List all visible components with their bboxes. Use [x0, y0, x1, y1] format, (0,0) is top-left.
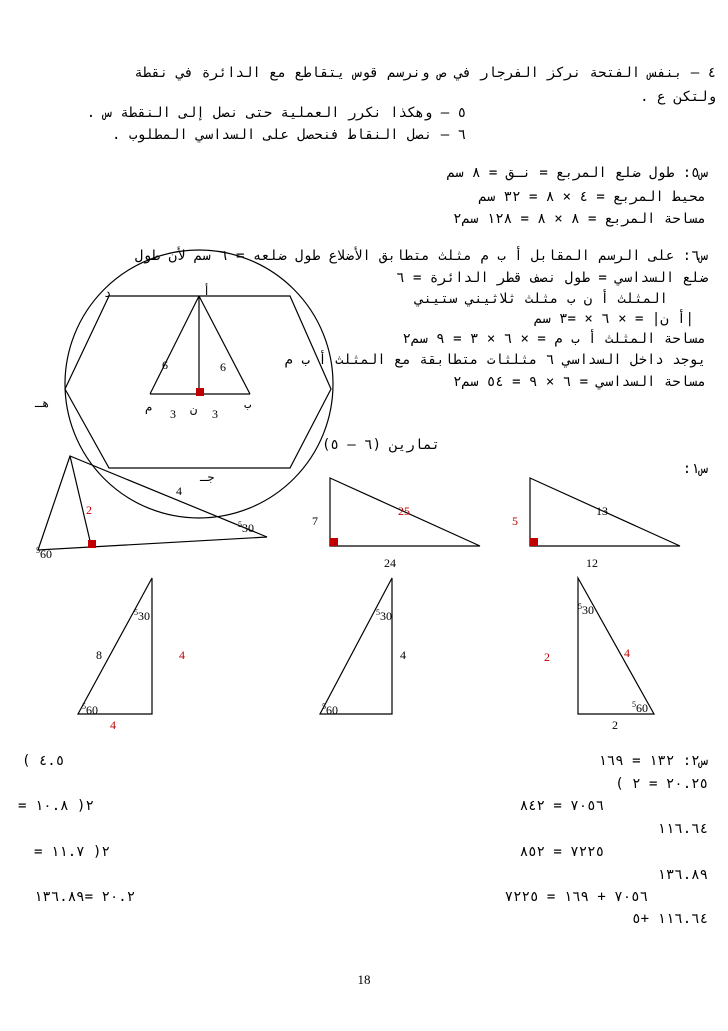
- q2-left-4: ٢٠.٢ =١٣٦.٨٩: [34, 889, 136, 905]
- t4-hyp-label: 4: [179, 648, 185, 662]
- q5-perimeter: محيط المربع = ٤ × ٨ = ٣٢ سم: [478, 189, 706, 205]
- t6-angle-60: $^5$60: [632, 700, 648, 715]
- q6-six-triangles: يوجد داخل السداسي ٦ مثلثات متطابقة مع المثلث أ ب م: [284, 352, 706, 368]
- triangle-1: [38, 456, 267, 550]
- step-6-line: ٦ – نصل النقاط فنحصل على السداسي المطلوب .: [111, 127, 466, 143]
- t4-base-label: 4: [110, 718, 116, 732]
- t5-angle-60: $^5$60: [322, 702, 338, 717]
- label-n: ن: [190, 402, 198, 416]
- t3-base-label: 12: [586, 556, 598, 570]
- t4-angle-30: $^5$30: [134, 608, 150, 623]
- step-5-line: ٥ – وهكذا نكرر العملية حتى نصل إلى النقطة س .: [86, 105, 466, 121]
- t1-top-label: 4: [176, 484, 182, 498]
- q2-line-6: ١٣٦.٨٩: [657, 867, 708, 883]
- q2-left-2: = ٢( ١٠.٨: [18, 798, 94, 814]
- t6-base-label: 2: [612, 718, 618, 732]
- t1-angle-60: $^5$60: [36, 546, 52, 561]
- q6-intro-cont: ضلع السداسي = طول نصف قطر الدائرة = ٦: [396, 270, 708, 286]
- hex-side-left: 6: [162, 358, 168, 372]
- exercises-title: تمارين (٦ – ٥): [321, 437, 440, 453]
- q6-hexagon-area: مساحة السداسي = ٦ × ٩ = ٥٤ سم٢: [453, 374, 706, 390]
- q2-line-2: ٢٠.٢٥ = ٢ ): [615, 776, 708, 792]
- t2-side-label: 7: [312, 514, 318, 528]
- q1-label: س١:: [682, 461, 708, 477]
- t6-side-label: 2: [544, 650, 550, 664]
- t3-side-label: 5: [512, 514, 518, 528]
- page-number: 18: [357, 972, 371, 987]
- hex-half-left: 3: [170, 407, 176, 421]
- right-angle-marker: [196, 388, 204, 396]
- q2-line-7: ٧٠٥٦ + ١٦٩ = ٧٢٢٥: [504, 889, 648, 905]
- label-b: ب: [244, 397, 252, 411]
- step-4-line: ٤ – بنفس الفتحة نركز الفرجار في ص ونرسم قوس يتقاطع مع الدائرة في نقطة: [134, 65, 716, 81]
- q2-line-1: س٢: ١٣٢ = ١٦٩: [598, 753, 708, 769]
- t2-base-label: 24: [384, 556, 396, 570]
- q2-left-3: = ٢( ١١.٧: [34, 844, 110, 860]
- step-4-continuation: ولتكن ع .: [640, 89, 716, 105]
- t5-angle-30: $^5$30: [376, 608, 392, 623]
- triangle-4: [78, 578, 152, 714]
- t6-angle-30: $^5$30: [578, 602, 594, 617]
- t2-hyp-label: 25: [398, 504, 410, 518]
- t5-side-label: 4: [400, 648, 406, 662]
- t6-hyp-label: 4: [624, 646, 630, 660]
- triangle-6: [578, 578, 654, 714]
- q6-triangle-type: المثلث أ ن ب مثلث ثلاثيني ستيني: [415, 291, 668, 307]
- t1-angle-30: $^5$30: [238, 520, 254, 535]
- q2-line-3: ٧٠٥٦ = ٨٤٢: [519, 798, 604, 814]
- label-m: م: [145, 400, 153, 414]
- t1-right-angle: [88, 540, 96, 548]
- triangle-5: [320, 578, 392, 714]
- t3-right-angle: [530, 538, 538, 546]
- q6-an-length: |أ ن| = × ٦ × =٣ سم: [533, 311, 694, 327]
- hex-half-right: 3: [212, 407, 218, 421]
- label-j: جـ: [200, 470, 215, 484]
- q6-intro: س٦: على الرسم المقابل أ ب م مثلث متطابق الأضلاع طول ضلعه = ٦ سم لأن طول: [134, 248, 708, 264]
- t1-altitude-label: 2: [86, 503, 92, 517]
- side-am: [150, 296, 199, 394]
- q2-left-1: ( ٤.٥: [22, 753, 65, 769]
- q2-line-5: ٧٢٢٥ = ٨٥٢: [519, 844, 604, 860]
- label-h: هـ: [35, 396, 50, 410]
- q5-side: س٥: طول ضلع المربع = نـق = ٨ سم: [446, 165, 708, 181]
- label-d: د: [104, 286, 112, 300]
- t2-right-angle: [330, 538, 338, 546]
- t4-side-label: 8: [96, 648, 102, 662]
- hexagon: [65, 296, 331, 468]
- side-ab: [199, 296, 250, 394]
- t3-hyp-label: 13: [596, 504, 608, 518]
- q5-area: مساحة المربع = ٨ × ٨ = ١٢٨ سم٢: [453, 211, 706, 227]
- t4-angle-60: $^5$60: [82, 702, 98, 717]
- label-a: أ: [203, 284, 211, 298]
- hex-side-right: 6: [220, 360, 226, 374]
- q6-triangle-area: مساحة المثلث أ ب م = × ٦ × ٣ = ٩ سم٢: [402, 331, 706, 347]
- q2-line-8: ١١٦.٦٤ +٥: [632, 911, 708, 927]
- q2-line-4: ١١٦.٦٤: [657, 821, 708, 837]
- t1-altitude: [70, 456, 91, 545]
